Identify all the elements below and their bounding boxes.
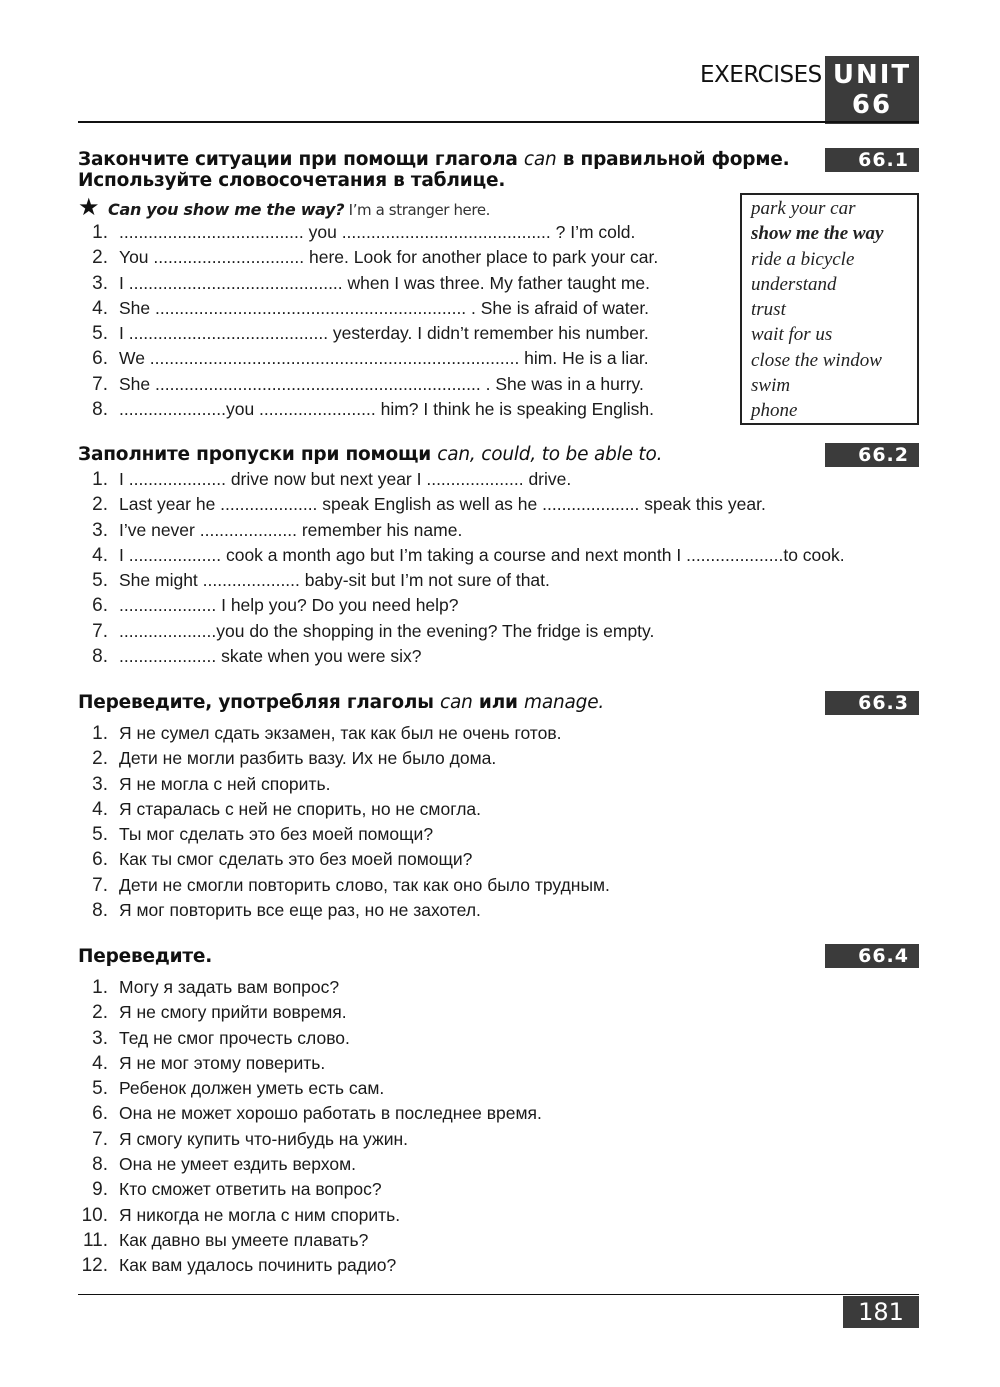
exercise-item: [78, 975, 340, 1000]
item-text: Дети не могли разбить вазу. Их не было дома.: [119, 748, 497, 769]
exercise-item: [78, 797, 482, 822]
item-number: 2.: [92, 247, 108, 269]
word-table-entry: wait for us: [751, 324, 833, 346]
unit-badge-word: UNIT: [832, 60, 912, 90]
exercise-item: [78, 721, 562, 746]
exercise-item: [78, 568, 550, 593]
item-text: .................... skate when you were six?: [119, 646, 422, 667]
item-text: Ты мог сделать это без моей помощи?: [119, 824, 434, 845]
exercise-item: [78, 1000, 347, 1025]
exercise-item: [78, 1228, 369, 1253]
item-number: 1.: [92, 469, 108, 490]
exercise-item: [78, 593, 459, 618]
unit-badge-number: 66: [851, 90, 893, 120]
item-text: ...................................... you ........................................... ? I’m cold.: [119, 222, 636, 242]
example-sentence: ★ Can you show me the way? I’m a stranger here.: [78, 194, 491, 221]
exercise-item: [78, 346, 649, 371]
item-text: I’ve never .................... remember his name.: [119, 519, 463, 540]
exercise-item: [78, 1253, 397, 1278]
word-table-entry: understand: [751, 273, 837, 295]
footer-divider: [78, 1294, 919, 1295]
exercise-item: [78, 1051, 326, 1076]
exercise-item: [78, 772, 331, 797]
exercise-item: [78, 1177, 382, 1202]
item-text: Она не может хорошо работать в последнее время.: [119, 1103, 542, 1124]
item-number: 9.: [92, 1179, 108, 1201]
exercise-item: [78, 271, 651, 296]
item-number: 3.: [92, 519, 108, 541]
item-text: Я не сумел сдать экзамен, так как был не очень готов.: [119, 723, 562, 743]
item-number: 2.: [92, 748, 108, 770]
exercise-item: [78, 898, 481, 923]
item-number: 1.: [92, 723, 108, 744]
item-number: 7.: [92, 373, 108, 395]
item-number: 5.: [92, 323, 108, 345]
item-number: 1.: [92, 222, 108, 243]
item-text: Она не умеет ездить верхом.: [119, 1154, 356, 1175]
item-number: 2.: [92, 494, 108, 516]
item-text: Я смогу купить что-нибудь на ужин.: [119, 1128, 409, 1149]
exercise-item: [78, 847, 473, 872]
item-text: She ................................................................ . She is afraid of water.: [119, 297, 650, 318]
exercise-item: [78, 1152, 356, 1177]
item-number: 8.: [92, 399, 108, 421]
section-66-4-list: [78, 975, 542, 1279]
item-text: Я не смогу прийти вовремя.: [119, 1002, 347, 1023]
item-number: 1.: [92, 977, 108, 998]
item-text: Я не могла с ней спорить.: [119, 773, 331, 794]
item-text: Я мог повторить все еще раз, но не захотел.: [119, 900, 481, 921]
item-number: 6.: [92, 849, 108, 871]
item-number: 4.: [92, 544, 108, 566]
exercise-item: [78, 1127, 409, 1152]
item-text: Как ты смог сделать это без моей помощи?: [119, 849, 473, 870]
item-number: 7.: [92, 1128, 108, 1150]
word-table-entry: show me the way: [751, 223, 884, 245]
item-text: Я не мог этому поверить.: [119, 1052, 326, 1073]
item-number: 3.: [92, 272, 108, 294]
section-66-4-title: Переведите.: [78, 946, 213, 967]
item-number: 2.: [92, 1002, 108, 1024]
item-text: She might .................... baby-sit but I’m not sure of that.: [119, 570, 550, 591]
section-66-2-title: Заполните пропуски при помощи can, could, to be able to.: [78, 444, 663, 465]
exercise-item: [78, 1076, 385, 1101]
item-text: Я старалась с ней не спорить, но не смогла.: [119, 798, 482, 819]
item-number: 6.: [92, 595, 108, 617]
item-text: We ............................................................................ him. He is a liar.: [119, 348, 649, 369]
item-text: I ............................................ when I was three. My father taught me.: [119, 272, 651, 293]
item-text: I ................... cook a month ago but I’m taking a course and next month I ....................to cook.: [119, 544, 845, 565]
word-table-entry: ride a bicycle: [751, 248, 855, 270]
item-text: Ребенок должен уметь есть сам.: [119, 1078, 385, 1099]
item-text: Тед не смог прочесть слово.: [119, 1027, 350, 1048]
item-number: 8.: [92, 1154, 108, 1176]
item-text: Дети не смогли повторить слово, так как оно было трудным.: [119, 874, 610, 895]
exercise-item: [78, 1026, 350, 1051]
item-number: 5.: [92, 1078, 108, 1100]
exercise-item: [78, 543, 845, 568]
item-text: .................... I help you? Do you need help?: [119, 595, 459, 616]
exercise-item: [78, 492, 766, 517]
item-number: 6.: [92, 348, 108, 370]
page-number: 181: [843, 1296, 919, 1328]
item-number: 8.: [92, 900, 108, 922]
star-icon: ★: [78, 194, 100, 221]
item-number: 5.: [92, 570, 108, 592]
item-text: Last year he .................... speak English as well as he .................... speak this year.: [119, 494, 766, 515]
exercise-item: [78, 220, 636, 245]
word-table-entry: park your car: [751, 198, 856, 219]
section-66-1-badge: 66.1: [825, 148, 919, 172]
item-number: 4.: [92, 1052, 108, 1074]
section-66-1-title: Закончите ситуации при помощи глагола can в правильной форме. Используйте словосочетания в таблице.: [78, 149, 790, 191]
item-number: 12.: [81, 1255, 108, 1277]
item-text: Как давно вы умеете плавать?: [119, 1229, 369, 1250]
item-number: 5.: [92, 824, 108, 846]
section-66-2-list: [78, 467, 845, 669]
exercise-item: [78, 518, 463, 543]
exercise-item: [78, 321, 649, 346]
word-table-entry: trust: [751, 299, 786, 321]
item-number: 4.: [92, 297, 108, 319]
section-66-1-list: [78, 220, 659, 422]
word-table-entry: phone: [751, 400, 798, 422]
unit-badge: [825, 56, 919, 124]
section-66-3-list: [78, 721, 610, 923]
item-number: 3.: [92, 773, 108, 795]
item-text: ......................you ........................ him? I think he is speaking English.: [119, 399, 654, 420]
word-table-entry: swim: [751, 375, 791, 397]
header-divider: [78, 121, 919, 123]
item-number: 3.: [92, 1027, 108, 1049]
item-text: I ......................................... yesterday. I didn’t remember his number.: [119, 323, 649, 344]
section-66-3-badge: 66.3: [825, 691, 919, 715]
item-text: I .................... drive now but next year I .................... drive.: [119, 469, 572, 489]
item-number: 8.: [92, 646, 108, 668]
item-number: 7.: [92, 620, 108, 642]
exercise-item: [78, 245, 659, 270]
item-text: Я никогда не могла с ним спорить.: [119, 1204, 401, 1225]
exercise-item: [78, 822, 434, 847]
exercise-item: [78, 873, 610, 898]
item-number: 7.: [92, 874, 108, 896]
word-table-entry: close the window: [751, 349, 882, 371]
item-text: You ............................... here. Look for another place to park your car.: [119, 247, 659, 268]
exercises-header-label: EXERCISES: [700, 62, 822, 88]
exercise-item: [78, 1203, 401, 1228]
section-66-2-badge: 66.2: [825, 443, 919, 467]
word-table: [740, 193, 919, 425]
exercise-item: [78, 372, 644, 397]
item-number: 4.: [92, 798, 108, 820]
exercise-item: [78, 397, 654, 422]
item-text: She ................................................................... . She was in a hurry.: [119, 373, 644, 394]
item-text: Кто сможет ответить на вопрос?: [119, 1179, 382, 1200]
exercise-item: [78, 296, 650, 321]
exercise-item: [78, 1101, 542, 1126]
section-66-3-title: Переведите, употребляя глаголы can или manage.: [78, 692, 605, 713]
item-text: ....................you do the shopping in the evening? The fridge is empty.: [119, 620, 655, 641]
item-text: Как вам удалось починить радио?: [119, 1255, 397, 1276]
exercise-item: [78, 619, 655, 644]
item-text: Могу я задать вам вопрос?: [119, 977, 340, 997]
item-number: 10.: [81, 1204, 108, 1226]
exercise-item: [78, 746, 497, 771]
item-number: 6.: [92, 1103, 108, 1125]
exercise-item: [78, 467, 572, 492]
item-number: 11.: [82, 1229, 108, 1251]
section-66-4-badge: 66.4: [825, 944, 919, 968]
exercise-item: [78, 644, 422, 669]
